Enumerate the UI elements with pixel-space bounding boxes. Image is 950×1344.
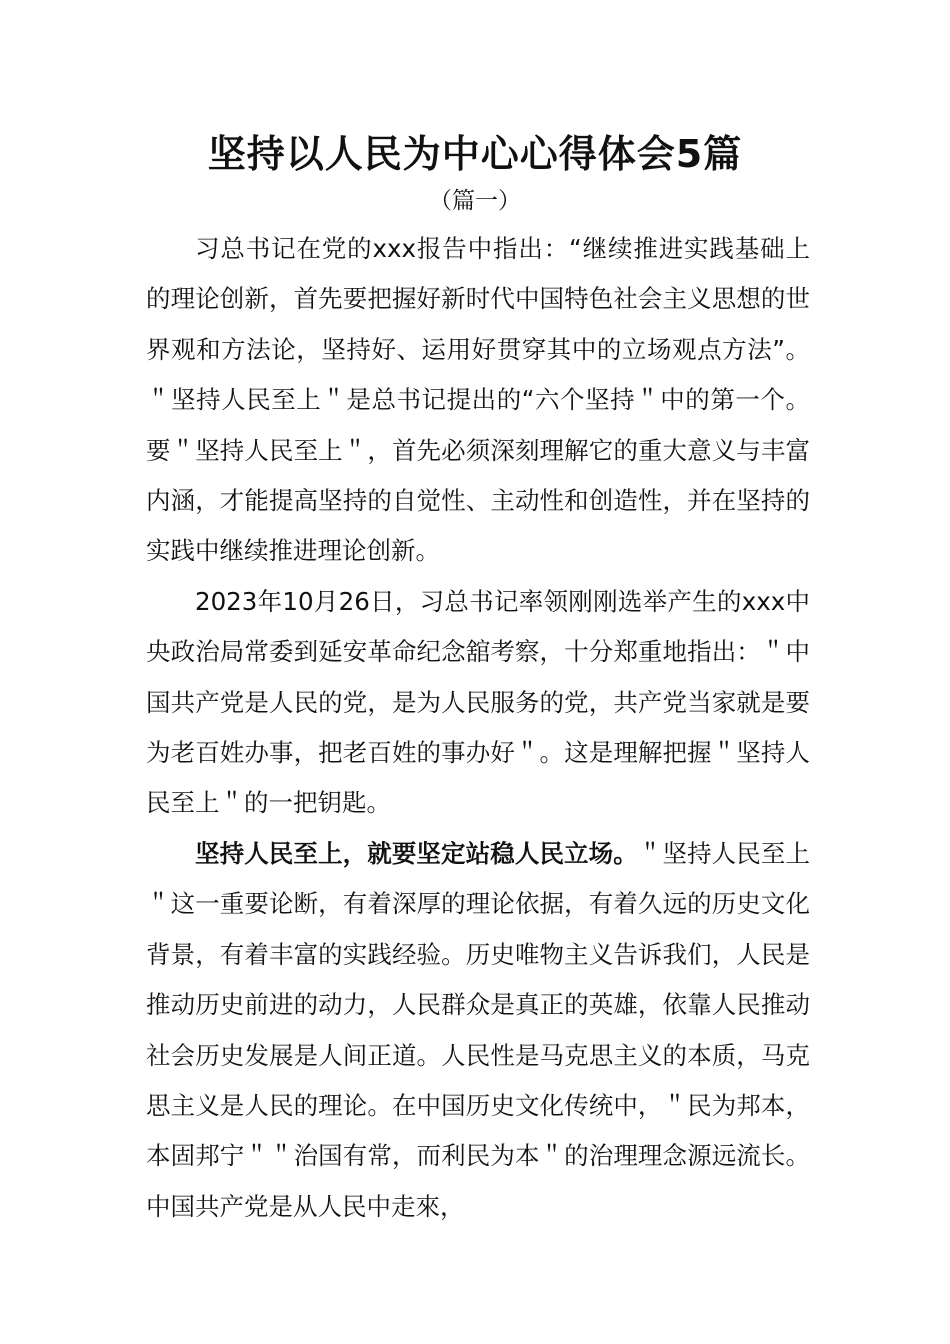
document-title: 坚持以人民为中心心得体会5篇 xyxy=(207,132,743,176)
document-subtitle: （篇一） xyxy=(429,188,521,214)
paragraph-2 xyxy=(146,577,810,829)
paragraph-3 xyxy=(146,829,810,1232)
paragraph-3-text: ＂坚持人民至上＂这一重要论断，有着深厚的理论依据，有着久远的历史文化背景，有着丰富的实践经验。历史唯物主义告诉我们，人民是推动历史前进的动力，人民群众是真正的英雄，依靠人民推动社会历史发展是人间正道。人民性是马克思主义的本质，马克思主义是人民的理论。在中国历史文化传统中，＂民为邦本，本固邦宁＂＂治国有常，而利民为本＂的治理理念源远流长。中国共产党是从人民中走來， xyxy=(146,838,810,1221)
paragraph-1-text: 习总书记在党的xxx报告中指出：“继续推进实践基础上的理论创新，首先要把握好新时代中国特色社会主义思想的世界观和方法论，坚持好、运用好贯穿其中的立场观点方法”。＂坚持人民至上＂是总书记提出的“六个坚持＂中的第一个。要＂坚持人民至上＂，首先必须深刻理解它的重大意义与丰富内涵，才能提高坚持的自觉性、主动性和创造性，并在坚持的实践中继续推进理论创新。 xyxy=(146,234,810,566)
paragraph-3-lead: 坚持人民至上，就要坚定站稳人民立场。 xyxy=(195,838,638,868)
paragraph-2-text: 2023年10月26日，习总书记率领刚刚选举产生的xxx中央政治局常委到延安革命纪念舘考察，十分郑重地指出：＂中国共产党是人民的党，是为人民服务的党，共产党当家就是要为老百姓办事，把老百姓的事办好＂。这是理解把握＂坚持人民至上＂的一把钥匙。 xyxy=(146,586,810,818)
paragraph-1 xyxy=(146,224,810,577)
document-body xyxy=(146,224,810,1232)
